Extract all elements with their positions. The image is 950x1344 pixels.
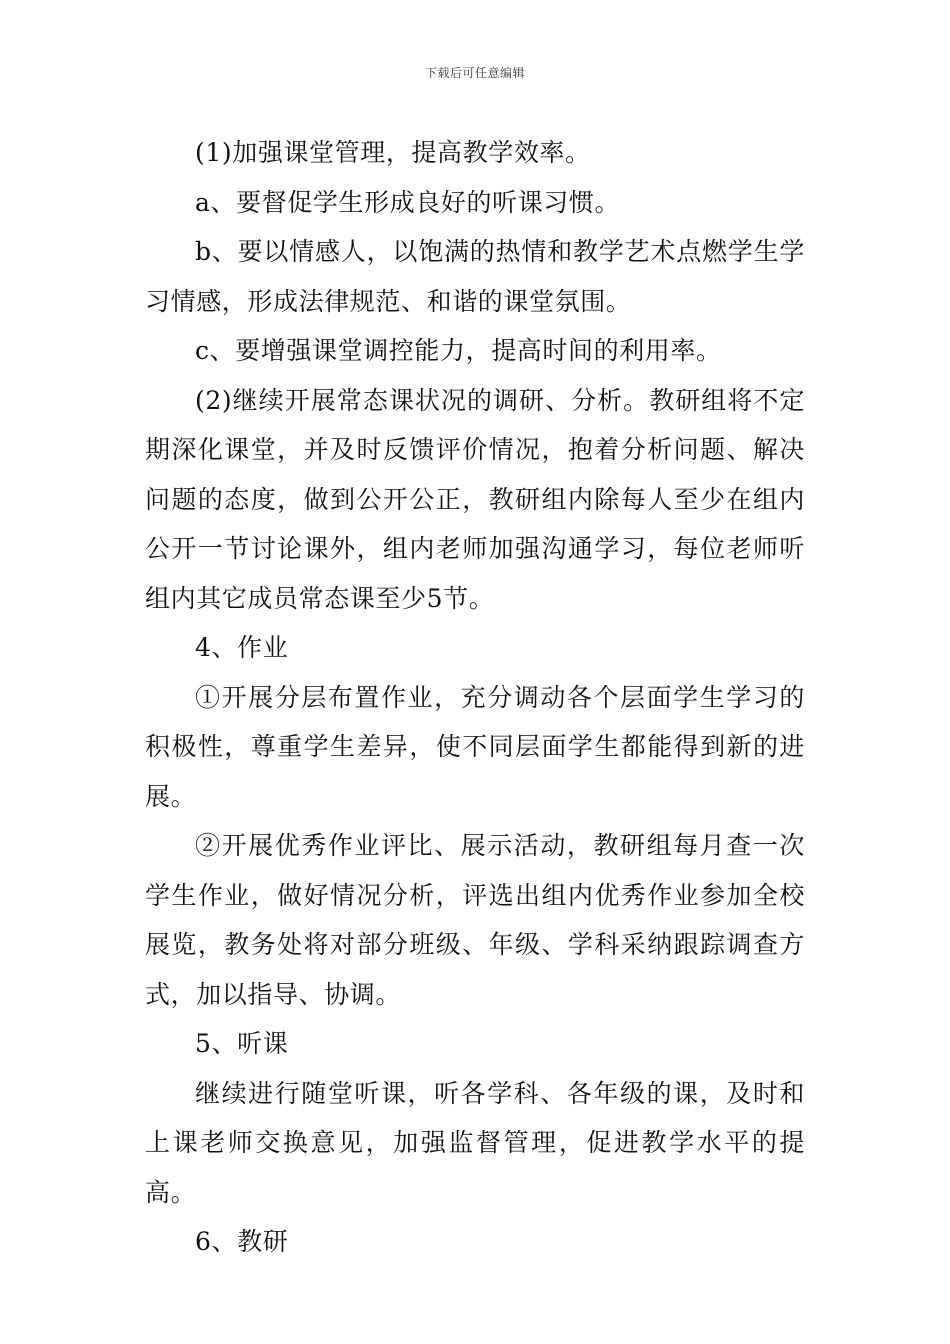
- paragraph-homework-2: ②开展优秀作业评比、展示活动，教研组每月查一次学生作业，做好情况分析，评选出组内优秀作业参加全校展览，教务处将对部分班级、年级、学科采纳跟踪调查方式，加以指导、协调。: [145, 831, 805, 1009]
- section-heading-homework: 4、作业: [195, 633, 289, 662]
- section-heading-research: 6、教研: [195, 1227, 289, 1256]
- paragraph-homework-1: ①开展分层布置作业，充分调动各个层面学生学习的积极性，尊重学生差异，使不同层面学生都能得到新的进展。: [145, 682, 805, 811]
- paragraph-1-1: (1)加强课堂管理，提高教学效率。: [195, 138, 591, 167]
- document-body: [145, 128, 805, 1267]
- paragraph-c: c、要增强课堂调控能力，提高时间的利用率。: [195, 336, 722, 365]
- section-heading-lecture: 5、听课: [195, 1029, 289, 1058]
- page-header: 下载后可任意编辑: [424, 66, 525, 80]
- paragraph-b: b、要以情感人，以饱满的热情和教学艺术点燃学生学习情感，形成法律规范、和谐的课堂氛围。: [145, 237, 805, 316]
- paragraph-lecture: 继续进行随堂听课，听各学科、各年级的课，及时和上课老师交换意见，加强监督管理，促进教学水平的提高。: [145, 1078, 805, 1207]
- paragraph-a: a、要督促学生形成良好的听课习惯。: [195, 187, 621, 217]
- paragraph-1-2: (2)继续开展常态课状况的调研、分析。教研组将不定期深化课堂，并及时反馈评价情况，抱着分析问题、解决问题的态度，做到公开公正，教研组内除每人至少在组内公开一节讨论课外，组内老师加强沟通学习，每位老师听组内其它成员常态课至少5节。: [145, 385, 805, 613]
